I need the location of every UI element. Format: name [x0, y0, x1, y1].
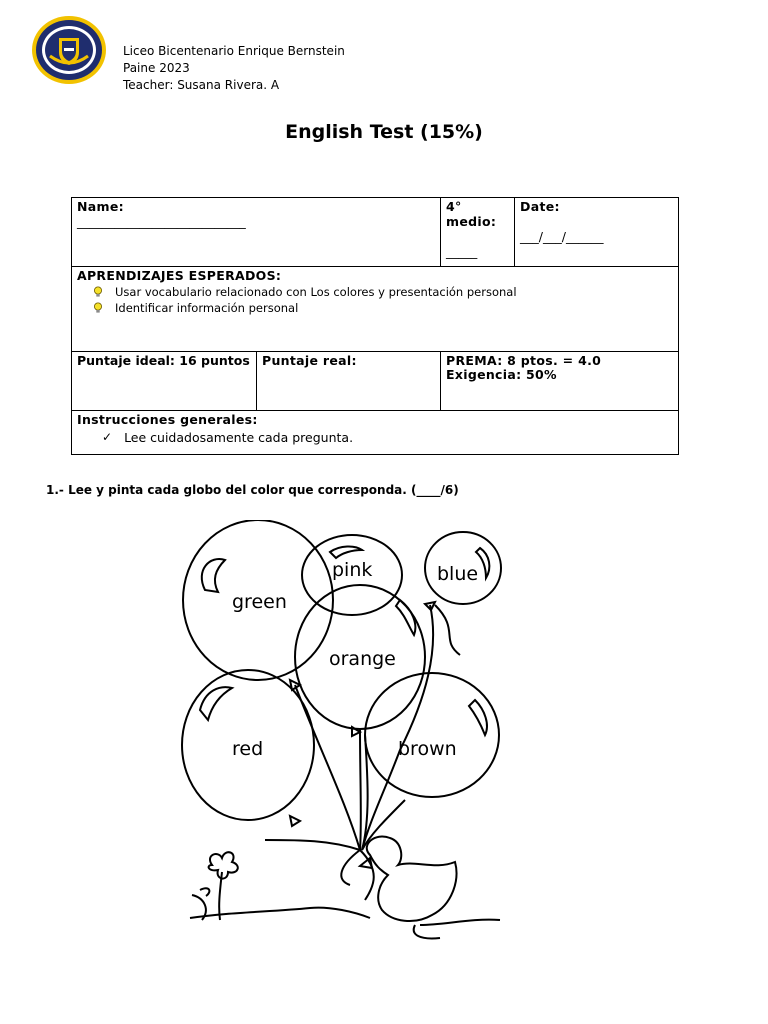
puntaje-ideal: Puntaje ideal: 16 puntos: [77, 353, 250, 368]
name-label: Name:: [77, 199, 124, 214]
puntaje-real-cell[interactable]: [257, 352, 441, 411]
grade-blank: _____: [446, 244, 478, 259]
instrucciones-label: Instrucciones generales:: [77, 412, 258, 427]
location-year: Paine 2023: [123, 61, 190, 75]
question-1-text: 1.- Lee y pinta cada globo del color que corresponda. (____/6): [46, 483, 459, 497]
flower-drawing: [209, 852, 238, 878]
balloon-label-pink: pink: [332, 559, 373, 581]
date-label: Date:: [520, 199, 560, 214]
date-blank: ___/___/______: [520, 229, 604, 244]
lightbulb-icon: [92, 286, 104, 298]
instrucciones-cell: [72, 411, 679, 455]
balloon-label-blue: blue: [437, 563, 479, 585]
exigencia: Exigencia: 50%: [446, 367, 557, 382]
puntaje-real: Puntaje real:: [262, 353, 357, 368]
duck-drawing: [367, 836, 457, 921]
list-item: [72, 428, 678, 446]
balloon-label-brown: brown: [398, 738, 457, 760]
lightbulb-icon: [92, 302, 104, 314]
aprendizaje-text: Usar vocabulario relacionado con Los colores y presentación personal: [115, 285, 517, 299]
school-header: [123, 43, 345, 94]
date-cell[interactable]: [515, 198, 679, 267]
school-seal-logo: [30, 14, 108, 86]
name-blank: ___________________________: [77, 214, 246, 229]
page-title: English Test (15%): [285, 121, 483, 143]
checkmark-icon: ✓: [102, 430, 113, 444]
school-name: Liceo Bicentenario Enrique Bernstein: [123, 44, 345, 58]
balloon-label-green: green: [232, 591, 287, 613]
balloons-coloring-illustration: [170, 520, 515, 960]
instruccion-text: Lee cuidadosamente cada pregunta.: [124, 429, 354, 445]
puntaje-ideal-cell: [72, 352, 257, 411]
balloon-brown: [365, 673, 499, 797]
grade-cell[interactable]: [441, 198, 515, 267]
list-item: [92, 300, 678, 316]
aprendizajes-label: APRENDIZAJES ESPERADOS:: [77, 268, 282, 283]
balloon-label-red: red: [232, 738, 264, 760]
prema-cell: [441, 352, 679, 411]
prema: PREMA: 8 ptos. = 4.0: [446, 353, 602, 368]
aprendizajes-list: [72, 284, 678, 316]
info-table: [71, 197, 679, 455]
teacher-name: Teacher: Susana Rivera. A: [123, 78, 280, 92]
list-item: [92, 284, 678, 300]
aprendizaje-text: Identificar información personal: [115, 301, 299, 315]
balloon-label-orange: orange: [329, 648, 396, 670]
aprendizajes-cell: [72, 267, 679, 352]
name-cell[interactable]: [72, 198, 441, 267]
grade-label: 4° medio:: [446, 199, 497, 229]
